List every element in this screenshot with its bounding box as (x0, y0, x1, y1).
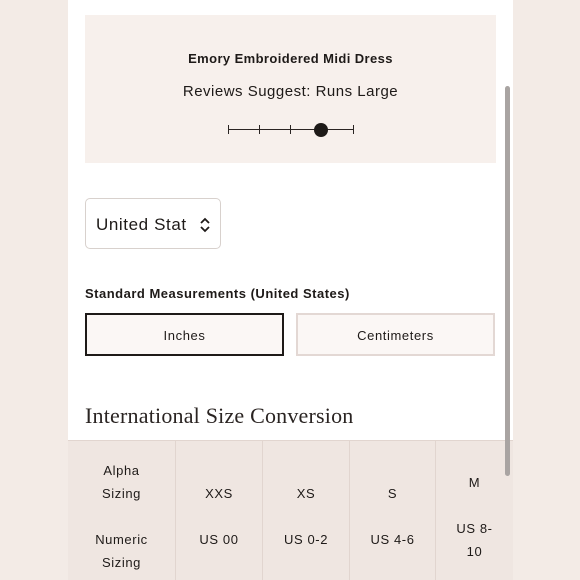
size-column-s (350, 441, 436, 580)
country-select[interactable] (85, 198, 221, 249)
centimeters-button[interactable]: Centimeters (296, 313, 495, 356)
alpha-sizing-label: Alpha (103, 463, 140, 478)
size-conversion-title: International Size Conversion (85, 403, 354, 428)
country-select-value: United Stat (96, 215, 187, 234)
scrollbar[interactable] (505, 86, 510, 476)
numeric-size-cell: US 0-2 (283, 532, 329, 547)
size-guide-panel (68, 0, 513, 580)
size-conversion-table (68, 440, 513, 580)
alpha-size-cell: M (468, 475, 481, 490)
alpha-size-cell: XXS (205, 486, 233, 501)
fit-scale-tick (228, 125, 229, 134)
alpha-sizing-label: Sizing (101, 486, 141, 501)
fit-scale-line (228, 129, 354, 130)
alpha-size-cell: S (387, 486, 398, 501)
product-name: Emory Embroidered Midi Dress (188, 51, 393, 66)
size-column-xxs (176, 441, 263, 580)
fit-scale-tick (259, 125, 260, 134)
inches-button[interactable]: Inches (85, 313, 284, 356)
fit-summary-card (85, 15, 496, 163)
fit-scale-marker (314, 123, 328, 137)
fit-suggestion: Reviews Suggest: Runs Large (182, 83, 399, 100)
standard-measurements-heading: Standard Measurements (United States) (85, 286, 350, 301)
row-labels-column (68, 441, 176, 580)
numeric-sizing-label: Sizing (101, 555, 141, 570)
fit-scale (228, 122, 354, 138)
numeric-sizing-label: Numeric (95, 532, 148, 547)
size-column-m (436, 441, 513, 580)
alpha-size-cell: XS (296, 486, 316, 501)
numeric-size-cell: US 8- (456, 521, 493, 536)
chevron-up-down-icon (198, 216, 212, 234)
fit-scale-tick (290, 125, 291, 134)
size-column-xs (263, 441, 350, 580)
numeric-size-cell: 10 (466, 544, 483, 559)
fit-scale-tick (353, 125, 354, 134)
numeric-size-cell: US 00 (199, 532, 239, 547)
numeric-size-cell: US 4-6 (370, 532, 415, 547)
